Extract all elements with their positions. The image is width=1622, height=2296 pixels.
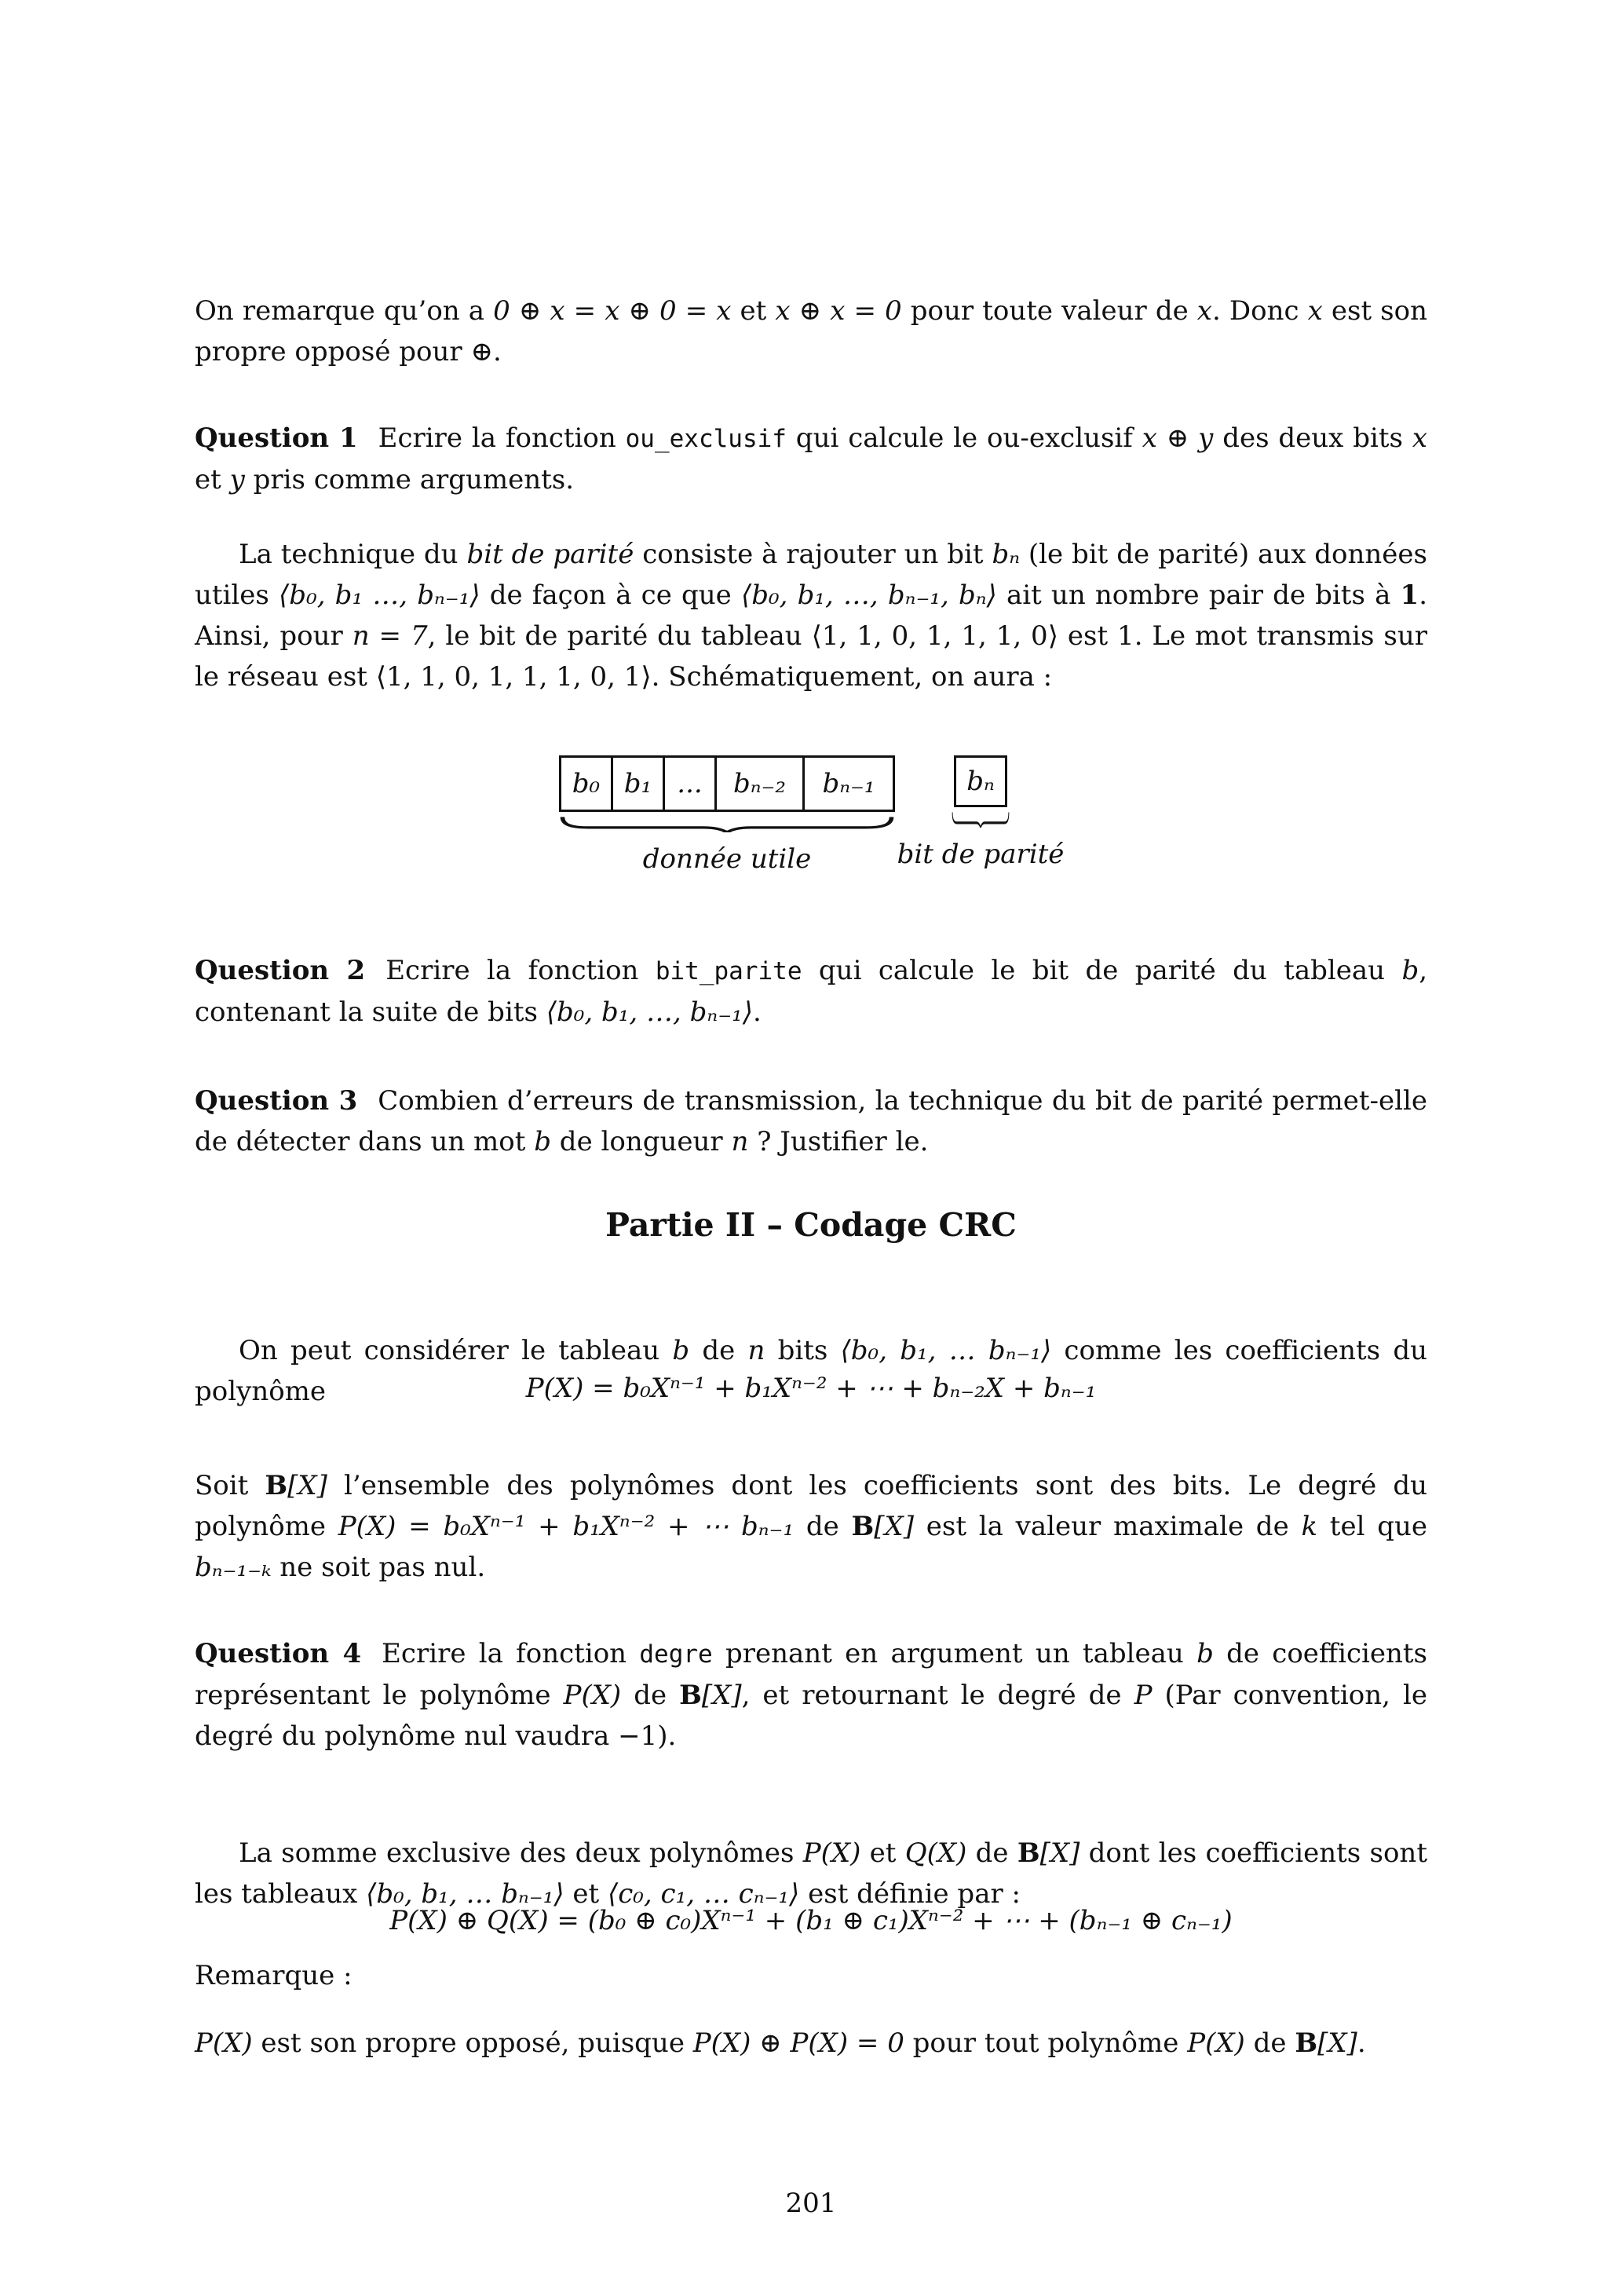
polynomial-formula: P(X) = b₀Xⁿ⁻¹ + b₁Xⁿ⁻² + ⋯ + bₙ₋₂X + bₙ₋₁ [525,1373,1097,1404]
xor-sum-paragraph: La somme exclusive des deux polynômes P(X) et Q(X) de B[X] dont les coefficients sont les tableaux ⟨b₀, b₁, … bₙ₋₁⟩ et ⟨c₀, c₁, … cₙ₋₁⟩ est définie par : [195,1837,1427,1910]
question-4 [195,1633,1427,1757]
question-4-body: Ecrire la fonction degre prenant en argument un tableau b de coefficients représentant le polynôme P(X) de B[X], et retournant le degré de P (Par convention, le degré du polynôme nul vaudra −1). [195,1638,1428,1752]
page-number: 201 [785,2188,837,2219]
parity-paragraph: La technique du bit de parité consiste à rajouter un bit bₙ (le bit de parité) aux données utiles ⟨b₀, b₁ …, bₙ₋₁⟩ de façon à ce que ⟨b₀, b₁, …, bₙ₋₁, bₙ⟩ ait un nombre pair de bits à 1. Ainsi, pour n = 7, le bit de parité du tableau ⟨1, 1, 0, 1, 1, 1, 0⟩ est 1. Le mot transmis sur le réseau est ⟨1, 1, 0, 1, 1, 1, 0, 1⟩. Schématiquement, on aura : [195,539,1427,693]
diagram-parity-group [897,755,1065,875]
diagram-data-cells [559,755,895,812]
diagram-data-group [557,755,897,879]
diagram-cell: b₁ [613,758,665,810]
diagram-parity-cell: bₙ [954,755,1007,807]
remark-text: P(X) est son propre opposé, puisque P(X) ⊕ P(X) = 0 pour tout polynôme P(X) de B[X]. [195,2027,1366,2059]
intro-paragraph: On remarque qu’on a 0 ⊕ x = x ⊕ 0 = x et x ⊕ x = 0 pour toute valeur de x. Donc x est son propre opposé pour ⊕. [195,295,1427,367]
diagram-label-data: donnée utile [642,843,812,875]
underbrace-icon [952,810,1010,828]
question-3 [195,1080,1427,1162]
question-1-label: Question 1 [195,422,358,454]
question-2-label: Question 2 [195,955,366,986]
underbrace-icon [557,815,897,832]
question-2 [195,950,1427,1033]
diagram-cell: b₀ [561,758,613,810]
parity-diagram [0,755,1622,879]
question-1-body: Ecrire la fonction ou_exclusif qui calcule le ou-exclusif x ⊕ y des deux bits x et y pris comme arguments. [195,422,1427,495]
diagram-cell: bₙ₋₂ [717,758,805,810]
diagram-cell: bₙ₋₁ [822,768,875,799]
question-3-body: Combien d’erreurs de transmission, la technique du bit de parité permet-elle de détecter dans un mot b de longueur n ? Justifier le. [195,1085,1428,1157]
diagram-label-parity: bit de parité [897,839,1065,870]
xor-formula: P(X) ⊕ Q(X) = (b₀ ⊕ c₀)Xⁿ⁻¹ + (b₁ ⊕ c₁)Xⁿ⁻² + ⋯ + (bₙ₋₁ ⊕ cₙ₋₁) [389,1905,1233,1936]
diagram-cell: ... [665,758,717,810]
question-2-body: Ecrire la fonction bit_parite qui calcule le bit de parité du tableau b, contenant la suite de bits ⟨b₀, b₁, …, bₙ₋₁⟩. [195,955,1428,1028]
question-1 [195,418,1427,500]
question-3-label: Question 3 [195,1085,358,1117]
bx-paragraph: Soit B[X] l’ensemble des polynômes dont les coefficients sont des bits. Le degré du polynôme P(X) = b₀Xⁿ⁻¹ + b₁Xⁿ⁻² + ⋯ bₙ₋₁ de B[X] est la valeur maximale de k tel que bₙ₋₁₋ₖ ne soit pas nul. [195,1470,1428,1583]
polynomial-paragraph: On peut considérer le tableau b de n bits ⟨b₀, b₁, … bₙ₋₁⟩ comme les coefficients du polynôme [195,1335,1427,1407]
remark-label: Remarque : [195,1960,353,1991]
part2-heading: Partie II – Codage CRC [605,1206,1017,1244]
question-4-label: Question 4 [195,1638,362,1669]
